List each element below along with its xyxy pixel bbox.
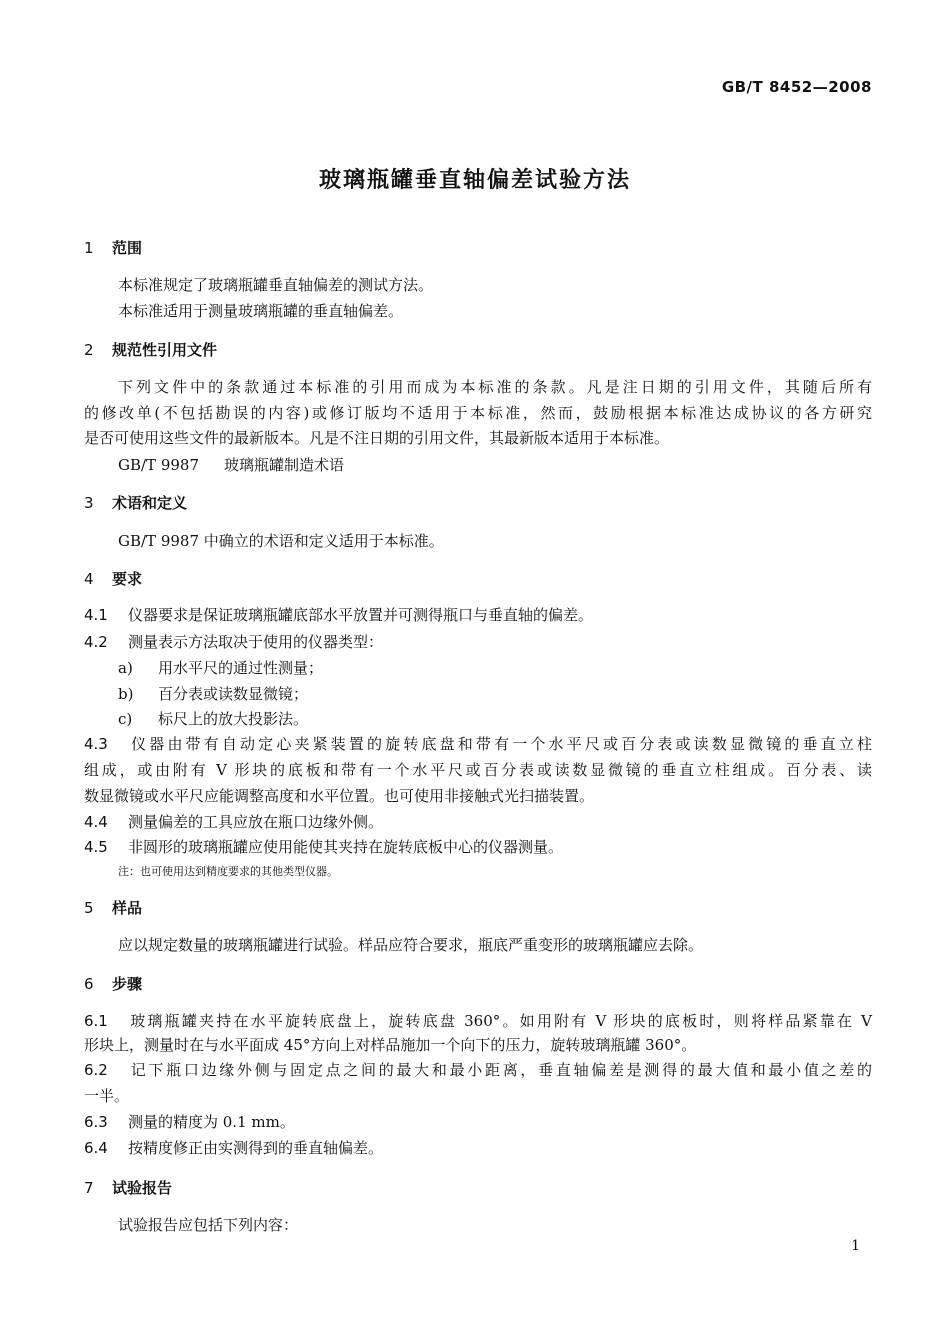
paragraph: 应以规定数量的玻璃瓶罐进行试验。样品应符合要求，瓶底严重变形的玻璃瓶罐应去除。	[118, 936, 704, 954]
clause-number: 6.3	[84, 1113, 108, 1131]
clause-4-4	[84, 812, 383, 832]
section-6-heading	[84, 974, 142, 994]
page-number: 1	[851, 1238, 860, 1254]
paragraph: 试验报告应包括下列内容：	[118, 1216, 299, 1234]
clause-text: 非圆形的玻璃瓶罐应使用能使其夹持在旋转底板中心的仪器测量。	[128, 838, 564, 856]
paragraph-line: 数显微镜或水平尺应能调整高度和水平位置。也可使用非接触式光扫描装置。	[84, 787, 595, 805]
section-7-heading	[84, 1178, 172, 1198]
paragraph: 本标准适用于测量玻璃瓶罐的垂直轴偏差。	[118, 302, 404, 320]
clause-number: 4.5	[84, 838, 108, 856]
clause-text: 测量的精度为 0.1 mm。	[128, 1113, 295, 1131]
section-3-heading	[84, 493, 187, 513]
section-title: 术语和定义	[112, 494, 188, 512]
list-text: 百分表或读数显微镜；	[158, 685, 309, 703]
list-label: c)	[118, 710, 133, 728]
clause-6-2	[84, 1060, 872, 1080]
section-number: 5	[84, 899, 94, 917]
paragraph-line: 组成，或由附有 V 形块的底板和带有一个水平尺或百分表或读数显微镜的垂直立柱组成。百分表、读	[84, 761, 872, 779]
paragraph-line: 的修改单(不包括勘误的内容)或修订版均不适用于本标准，然而，鼓励根据本标准达成协议的各方研究	[84, 404, 872, 422]
paragraph-line: 下列文件中的条款通过本标准的引用而成为本标准的条款。凡是注日期的引用文件，其随后所有	[118, 378, 872, 396]
clause-4-5	[84, 837, 563, 857]
paragraph-line: 是否可使用这些文件的最新版本。凡是不注日期的引用文件，其最新版本适用于本标准。	[84, 429, 670, 447]
reference-title: 玻璃瓶罐制造术语	[224, 456, 345, 474]
clause-number: 4.4	[84, 813, 108, 831]
section-title: 范围	[112, 239, 143, 257]
reference-code: GB/T 9987	[118, 456, 200, 474]
clause-4-3	[84, 734, 872, 754]
section-number: 7	[84, 1179, 94, 1197]
note: 注：也可使用达到精度要求的其他类型仪器。	[118, 865, 338, 878]
list-item	[118, 658, 323, 678]
section-number: 6	[84, 975, 94, 993]
clause-text: 仪器由带有自动定心夹紧装置的旋转底盘和带有一个水平尺或百分表或读数显微镜的垂直立柱	[128, 735, 872, 753]
clause-number: 4.1	[84, 606, 108, 624]
section-2-heading	[84, 340, 217, 360]
clause-text: 测量表示方法取决于使用的仪器类型：	[128, 633, 384, 651]
list-text: 用水平尺的通过性测量；	[158, 659, 324, 677]
list-text: 标尺上的放大投影法。	[158, 710, 309, 728]
section-number: 4	[84, 570, 94, 588]
clause-number: 6.4	[84, 1139, 108, 1157]
paragraph-line: 一半。	[84, 1087, 130, 1105]
list-label: b)	[118, 685, 134, 703]
clause-number: 4.3	[84, 735, 108, 753]
section-title: 步骤	[112, 975, 143, 993]
section-title: 样品	[112, 899, 143, 917]
section-title: 要求	[112, 570, 143, 588]
normative-reference	[118, 455, 344, 475]
page-title: 玻璃瓶罐垂直轴偏差试验方法	[318, 168, 631, 193]
clause-text: 玻璃瓶罐夹持在水平旋转底盘上，旋转底盘 360°。如用附有 V 形块的底板时，则将样品紧靠在 V	[128, 1012, 872, 1030]
section-number: 3	[84, 494, 94, 512]
list-item	[118, 684, 308, 704]
paragraph: 本标准规定了玻璃瓶罐垂直轴偏差的测试方法。	[118, 276, 434, 294]
clause-4-2	[84, 632, 383, 652]
clause-text: 测量偏差的工具应放在瓶口边缘外侧。	[128, 813, 384, 831]
list-item	[118, 709, 308, 729]
section-4-heading	[84, 569, 142, 589]
section-title: 试验报告	[112, 1179, 173, 1197]
clause-6-1	[84, 1011, 872, 1031]
paragraph-line: 形块上，测量时在与水平面成 45°方向上对样品施加一个向下的压力，旋转玻璃瓶罐 360°。	[84, 1036, 697, 1054]
section-number: 2	[84, 341, 94, 359]
clause-number: 4.2	[84, 633, 108, 651]
clause-number: 6.1	[84, 1012, 108, 1030]
clause-text: 记下瓶口边缘外侧与固定点之间的最大和最小距离，垂直轴偏差是测得的最大值和最小值之差的	[128, 1061, 872, 1079]
clause-number: 6.2	[84, 1061, 108, 1079]
section-1-heading	[84, 238, 142, 258]
clause-6-4	[84, 1138, 383, 1158]
clause-4-1	[84, 605, 593, 625]
section-number: 1	[84, 239, 94, 257]
clause-6-3	[84, 1112, 295, 1132]
list-label: a)	[118, 659, 133, 677]
standard-number: GB/T 8452—2008	[721, 78, 872, 96]
clause-text: 按精度修正由实测得到的垂直轴偏差。	[128, 1139, 384, 1157]
paragraph: GB/T 9987 中确立的术语和定义适用于本标准。	[118, 532, 444, 550]
section-title: 规范性引用文件	[112, 341, 218, 359]
clause-text: 仪器要求是保证玻璃瓶罐底部水平放置并可测得瓶口与垂直轴的偏差。	[128, 606, 594, 624]
section-5-heading	[84, 898, 142, 918]
